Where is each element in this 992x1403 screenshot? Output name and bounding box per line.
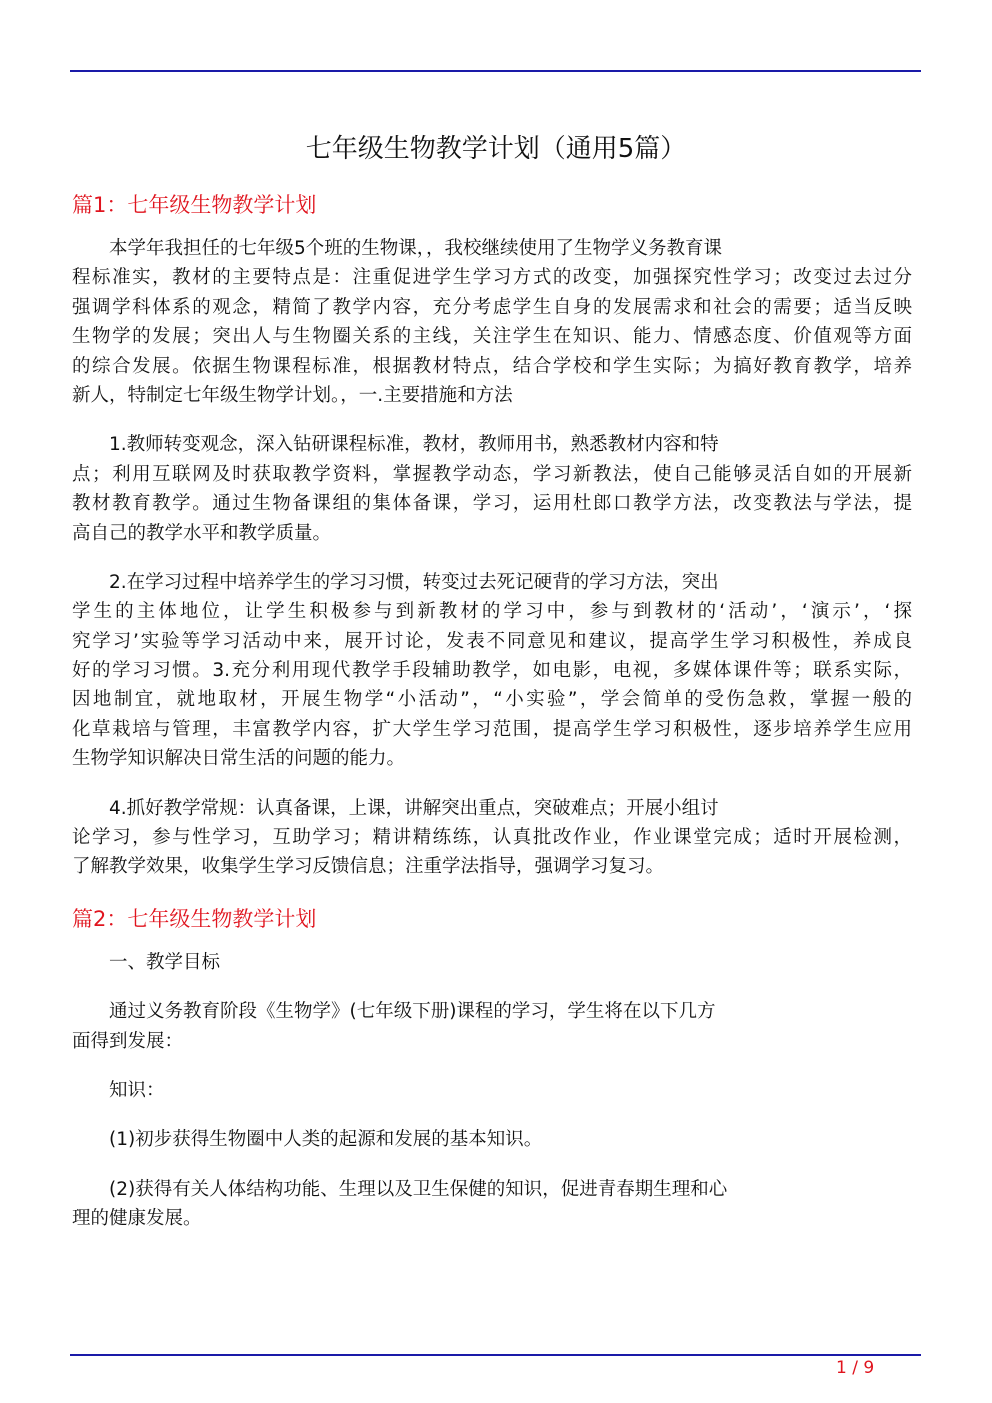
- text-line: 点；利用互联网及时获取教学资料，掌握教学动态，学习新教法，使自己能够灵活自如的开展新: [72, 463, 912, 485]
- text-line: 4.抓好教学常规：认真备课，上课，讲解突出重点，突破难点；开展小组讨: [109, 797, 719, 819]
- text-line: 程标准实，教材的主要特点是：注重促进学生学习方式的改变，加强探究性学习；改变过去过分: [72, 267, 912, 289]
- text-line: 教材教育教学。通过生物备课组的集体备课，学习，运用杜郎口教学方法，改变教法与学法，提: [72, 493, 912, 515]
- text-line: 面得到发展：: [72, 1030, 184, 1052]
- paragraph: [72, 430, 912, 548]
- paragraph: [72, 1125, 912, 1154]
- text-line: 2.在学习过程中培养学生的学习习惯，转变过去死记硬背的学习方法，突出: [109, 571, 719, 593]
- text-line: 强调学科体系的观念，精简了教学内容，充分考虑学生自身的发展需求和社会的需要；适当反映: [72, 296, 912, 318]
- text-line: 论学习，参与性学习，互助学习；精讲精练练，认真批改作业，作业课堂完成；适时开展检测，: [72, 827, 912, 849]
- text-line: 学生的主体地位，让学生积极参与到新教材的学习中，参与到教材的‘活动’，‘演示’，‘探: [72, 601, 912, 623]
- text-line: 生物学知识解决日常生活的问题的能力。: [72, 748, 406, 770]
- text-line: 高自己的教学水平和教学质量。: [72, 522, 332, 544]
- text-line: 的综合发展。依据生物课程标准，根据教材特点，结合学校和学生实际；为搞好教育教学，培养: [72, 355, 912, 377]
- paragraph: [72, 1076, 912, 1105]
- text-line: 一、教学目标: [109, 951, 221, 973]
- text-line: 了解教学效果，收集学生学习反馈信息；注重学法指导，强调学习复习。: [72, 856, 665, 878]
- section-heading: 篇1：七年级生物教学计划: [72, 193, 317, 217]
- page-number: 1 / 9: [836, 1358, 875, 1378]
- paragraph: [72, 568, 912, 774]
- section-heading: 篇2：七年级生物教学计划: [72, 906, 317, 931]
- document-body: [72, 188, 912, 1254]
- text-line: 新人，特制定七年级生物学计划。，一.主要措施和方法: [72, 384, 513, 406]
- text-line: 好的学习习惯。3.充分利用现代教学手段辅助教学，如电影，电视，多媒体课件等；联系实际，: [72, 660, 912, 682]
- footer-rule: [70, 1354, 921, 1356]
- text-line: 因地制宜，就地取材，开展生物学“小活动”，“小实验”，学会简单的受伤急救，掌握一般的: [72, 689, 912, 711]
- text-line: (2)获得有关人体结构功能、生理以及卫生保健的知识，促进青春期生理和心: [109, 1178, 728, 1200]
- header-rule: [70, 70, 921, 72]
- text-line: 化草栽培与管理，丰富教学内容，扩大学生学习范围，提高学生学习积极性，逐步培养学生应用: [72, 718, 912, 740]
- document-title: 七年级生物教学计划（通用5篇）: [305, 134, 687, 164]
- paragraph: [72, 997, 912, 1056]
- text-line: 本学年我担任的七年级5个班的生物课，，我校继续使用了生物学义务教育课: [109, 238, 723, 259]
- paragraph: [72, 234, 912, 410]
- paragraph: [72, 1175, 912, 1234]
- text-line: 究学习’实验等学习活动中来，展开讨论，发表不同意见和建议，提高学生学习积极性，养成良: [72, 630, 912, 652]
- text-line: 1.教师转变观念，深入钻研课程标准，教材，教师用书，熟悉教材内容和特: [109, 434, 719, 456]
- text-line: 通过义务教育阶段《生物学》(七年级下册)课程的学习，学生将在以下几方: [109, 1001, 716, 1023]
- text-line: 生物学的发展；突出人与生物圈关系的主线，关注学生在知识、能力、情感态度、价值观等方面: [72, 326, 912, 348]
- text-line: (1)初步获得生物圈中人类的起源和发展的基本知识。: [109, 1129, 543, 1151]
- paragraph: [72, 948, 912, 977]
- text-line: 知识：: [109, 1079, 165, 1101]
- paragraph: [72, 794, 912, 882]
- text-line: 理的健康发展。: [72, 1208, 202, 1230]
